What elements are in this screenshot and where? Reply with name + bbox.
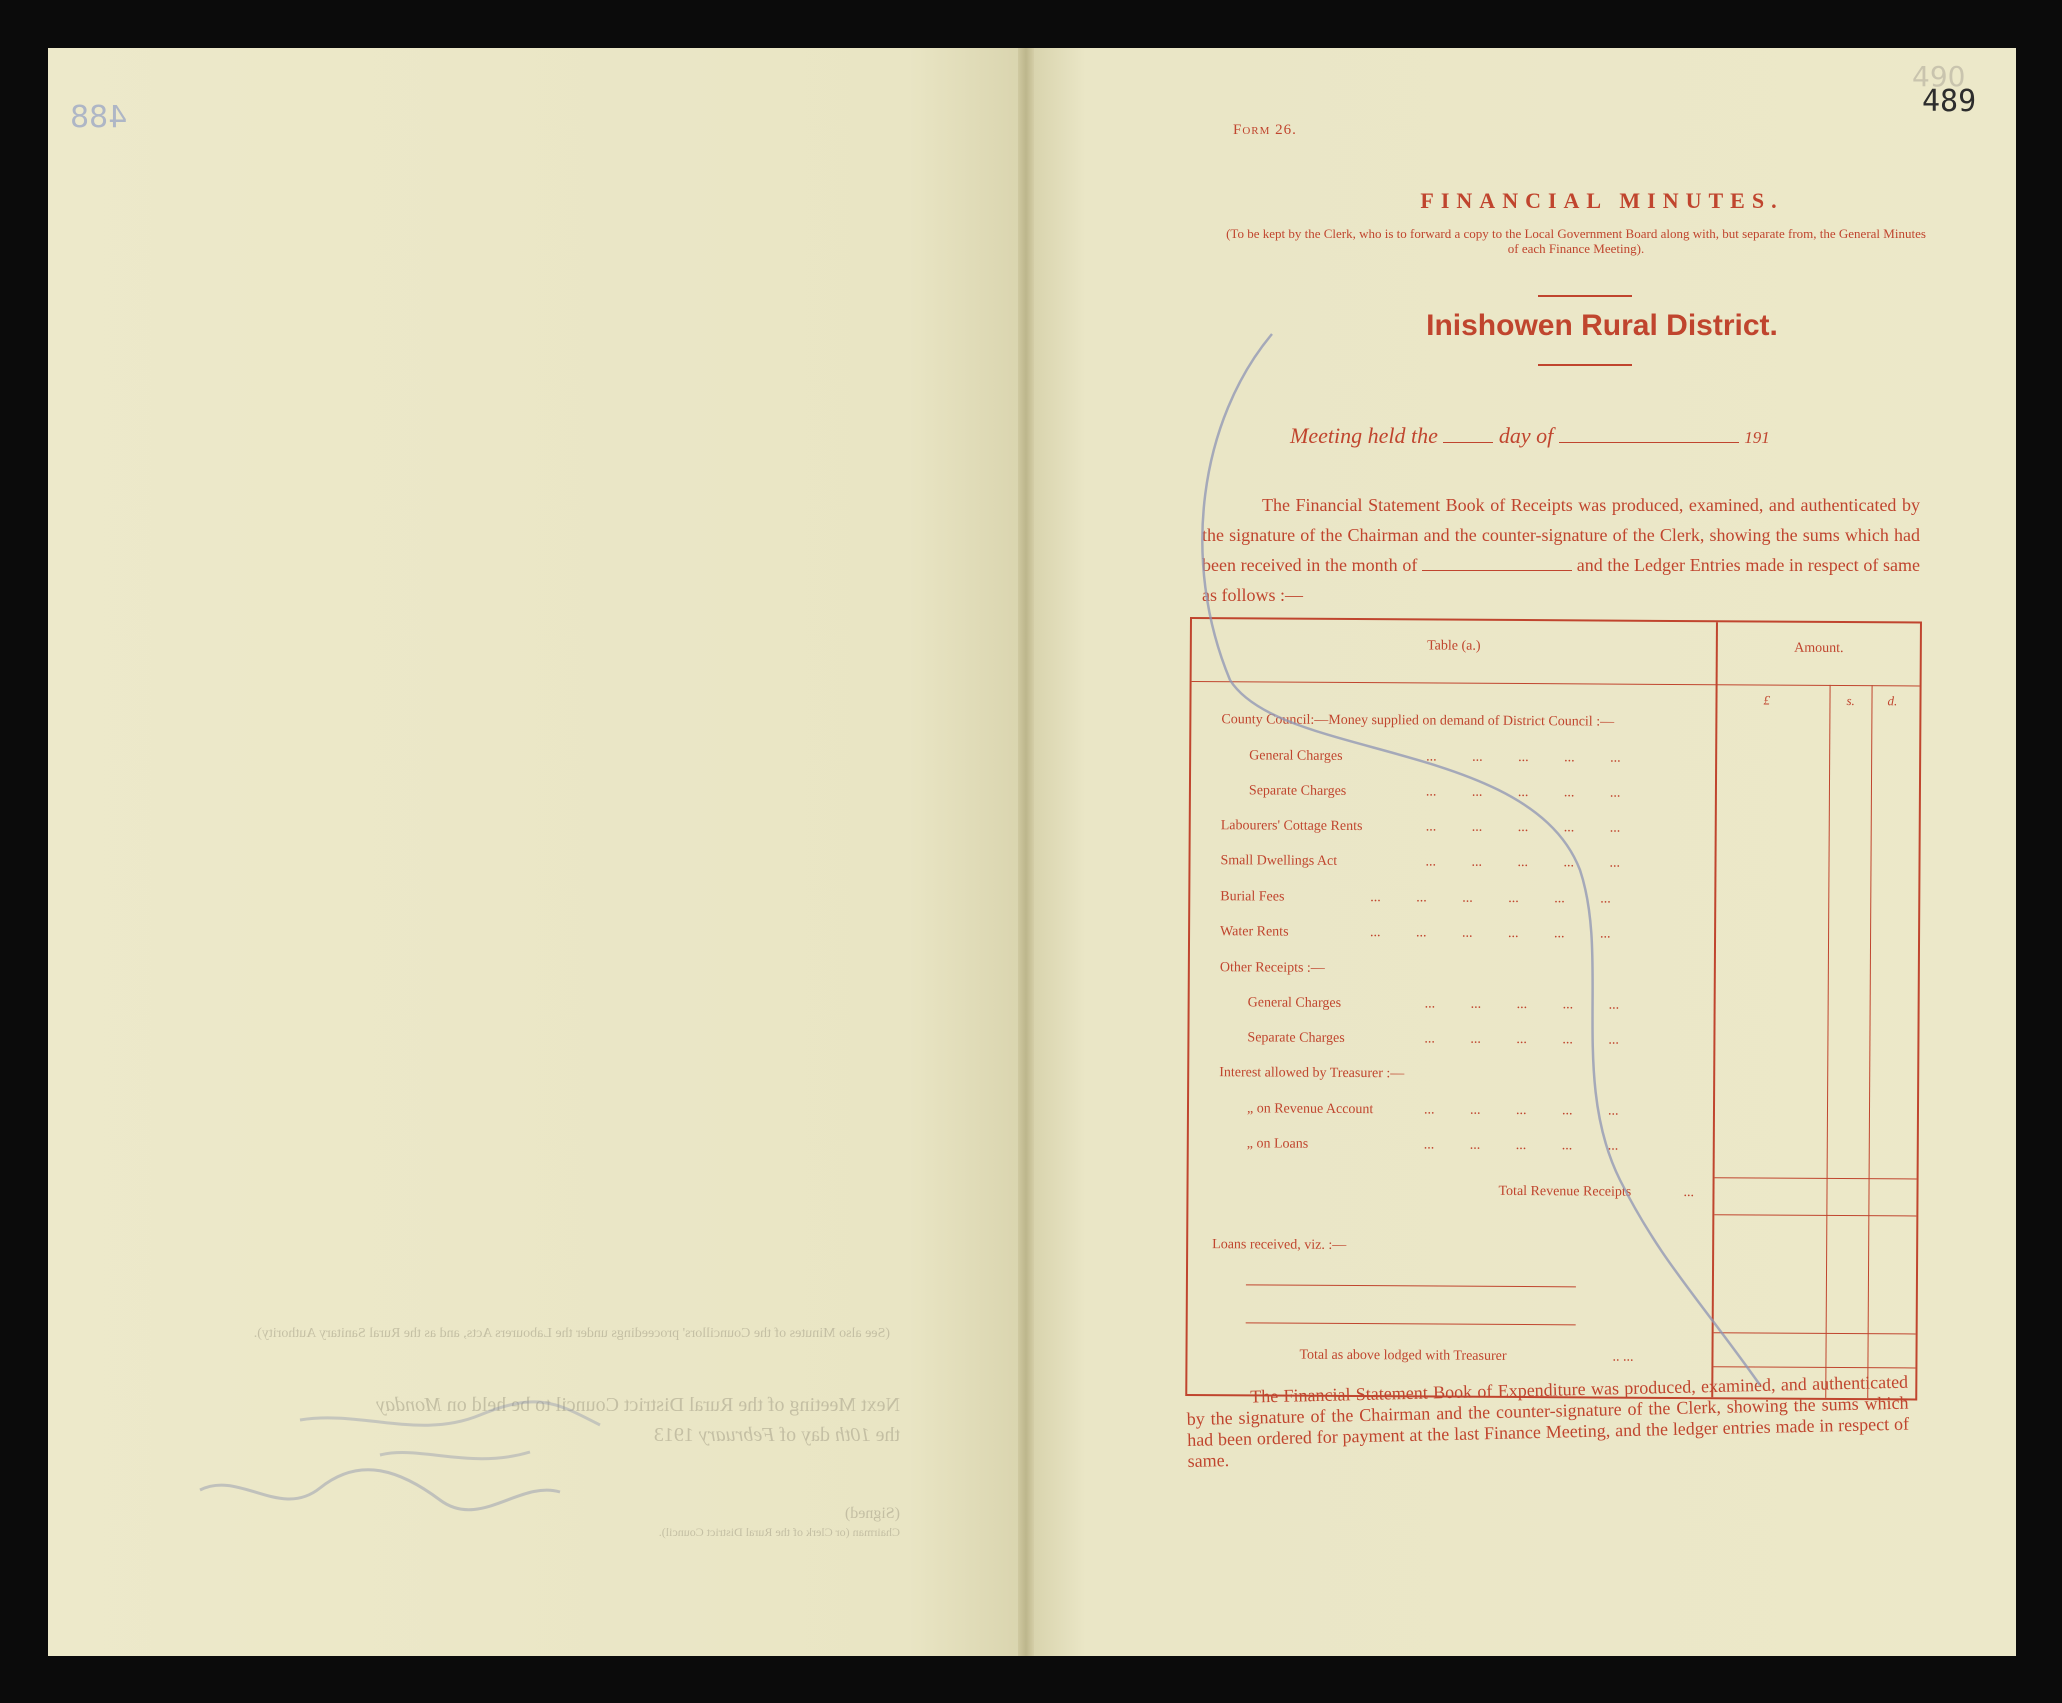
lodged-total-line-bottom bbox=[1713, 1366, 1915, 1368]
loan-blank-line-1 bbox=[1246, 1284, 1576, 1287]
ledger-row bbox=[1190, 995, 1714, 1013]
book-gutter bbox=[1018, 48, 1034, 1656]
receipts-paragraph-text: The Financial Statement Book of Receipts was produced, examined, and authenticated by the signature of the Chairman and the counter-signature of the Clerk, showing the sums which had been received in the month of bbox=[1202, 495, 1920, 575]
total-lodged-label: Total as above lodged with Treasurer bbox=[1299, 1347, 1507, 1364]
ledger-row-dots: ... ... ... ... ... bbox=[1425, 784, 1621, 801]
next-meeting-text: Next Meeting of the Rural District Council to be held on bbox=[446, 1394, 900, 1416]
ledger-row-label: Labourers' Cottage Rents bbox=[1220, 818, 1363, 835]
description-divider bbox=[1711, 622, 1718, 1397]
subtitle: (To be kept by the Clerk, who is to forward a copy to the Local Government Board along with, but separate from, the General Minutes of each Finance Meeting). bbox=[1226, 226, 1926, 256]
ledger-row-dots: ... ... ... ... ... bbox=[1425, 819, 1621, 836]
next-meeting-the: the bbox=[875, 1424, 900, 1446]
ledger-row bbox=[1189, 1101, 1713, 1119]
form-label: Form 26. bbox=[1233, 122, 1297, 138]
unit-pence: d. bbox=[1887, 693, 1898, 709]
revenue-total-line-bottom bbox=[1714, 1214, 1916, 1216]
next-meeting-day-hand: Monday bbox=[376, 1394, 442, 1416]
signature-caption: Chairman (or Clerk of the Rural District Council). bbox=[658, 1525, 900, 1539]
next-meeting-year-prefix: 191 bbox=[663, 1424, 694, 1446]
ledger-row-dots: ... ... ... ... ... bbox=[1426, 749, 1621, 766]
meeting-line bbox=[1290, 423, 1770, 449]
table-caption: Table (a.) bbox=[1427, 638, 1481, 654]
expenditure-paragraph: The Financial Statement Book of Expenditure was produced, examined, and authenticated by the signature of the Chairman and the counter-signature of the Clerk, showing the sums which had been ordered for payment at the last Finance Meeting, and the ledger entries made in respect of same. bbox=[1186, 1371, 1910, 1471]
receipts-paragraph-end: and the Ledger Entries made in respect of same as follows :— bbox=[1202, 555, 1921, 605]
left-note: (See also Minutes of the Councillors' proceedings under the Labourers Acts, and as the Rural Sanitary Authority). bbox=[253, 1326, 890, 1341]
total-revenue-dots: ... bbox=[1683, 1185, 1695, 1201]
ledger-row-label: Water Rents bbox=[1220, 924, 1289, 940]
next-meeting-year-hand: 3 bbox=[653, 1424, 664, 1446]
ledger-row bbox=[1191, 853, 1715, 871]
ledger-row-dots: ... ... ... ... ... bbox=[1423, 1102, 1619, 1119]
total-lodged-row bbox=[1188, 1347, 1712, 1365]
receipts-month-blank bbox=[1422, 556, 1572, 571]
meeting-day-of-label: day of bbox=[1498, 423, 1554, 448]
meeting-held-label: Meeting held the bbox=[1290, 423, 1438, 448]
next-meeting-date-hand: 10th bbox=[835, 1424, 871, 1446]
ledger-row bbox=[1191, 783, 1715, 801]
ledger-row-label: „ on Loans bbox=[1246, 1136, 1309, 1152]
ledger-row-dots: ... ... ... ... ... ... bbox=[1370, 890, 1611, 907]
meeting-day-blank bbox=[1443, 424, 1493, 443]
ledger-row-label: Separate Charges bbox=[1247, 1030, 1345, 1046]
ledger-row-label: „ on Revenue Account bbox=[1246, 1101, 1374, 1118]
rule-top bbox=[1538, 295, 1632, 297]
ledger-row bbox=[1191, 748, 1715, 766]
ledger-row bbox=[1191, 818, 1715, 836]
ledger-row-dots: ... ... ... ... ... ... bbox=[1370, 925, 1611, 942]
ledger-row-label: Small Dwellings Act bbox=[1220, 853, 1338, 869]
ledger-row-label: Other Receipts :— bbox=[1219, 960, 1325, 976]
ledger-row-dots: ... ... ... ... ... bbox=[1423, 1137, 1619, 1154]
loan-blank-line-2 bbox=[1246, 1322, 1576, 1325]
header-divider bbox=[1192, 681, 1920, 686]
next-meeting-month-hand: February bbox=[698, 1424, 775, 1446]
receipts-paragraph bbox=[1202, 490, 1920, 610]
loans-received-row bbox=[1188, 1237, 1712, 1253]
district-name: Inishowen Rural District. bbox=[1426, 309, 1778, 342]
ledger-row-label: County Council:—Money supplied on demand of District Council :— bbox=[1221, 712, 1615, 730]
ledger-row bbox=[1189, 1030, 1713, 1048]
ledger-row bbox=[1190, 889, 1714, 907]
ledger-row-label: Separate Charges bbox=[1248, 783, 1347, 799]
unit-pounds: £ bbox=[1763, 692, 1771, 708]
loans-received-label: Loans received, viz. :— bbox=[1212, 1237, 1347, 1253]
left-page-number: 488 bbox=[70, 100, 128, 135]
total-lodged-dots: .. ... bbox=[1612, 1349, 1634, 1365]
page-number: 489 bbox=[1922, 84, 1977, 119]
old-page-number: 490 bbox=[1912, 60, 1966, 93]
left-next-meeting bbox=[180, 1390, 900, 1450]
total-revenue-row bbox=[1189, 1182, 1713, 1201]
ledger-row-dots: ... ... ... ... ... bbox=[1425, 854, 1621, 871]
ledger-row-dots: ... ... ... ... ... bbox=[1424, 1031, 1619, 1048]
amount-header: Amount. bbox=[1794, 640, 1844, 656]
total-revenue-label: Total Revenue Receipts bbox=[1498, 1183, 1632, 1200]
ledger-table bbox=[1185, 617, 1922, 1400]
ledger-row bbox=[1189, 1136, 1713, 1154]
meeting-month-blank bbox=[1559, 424, 1739, 443]
ledger-row-label: General Charges bbox=[1247, 995, 1342, 1011]
shillings-divider bbox=[1867, 685, 1872, 1398]
ledger-row-label: Burial Fees bbox=[1220, 889, 1285, 905]
pounds-divider bbox=[1825, 685, 1830, 1398]
ledger-row bbox=[1189, 1065, 1713, 1082]
left-signature-block bbox=[160, 1505, 900, 1541]
ledger-row bbox=[1191, 712, 1715, 730]
ledger-row-dots: ... ... ... ... ... bbox=[1424, 996, 1620, 1013]
meeting-year-label: 191 bbox=[1744, 428, 1770, 447]
lodged-total-line-top bbox=[1714, 1332, 1916, 1334]
rule-bottom bbox=[1538, 364, 1632, 366]
ledger-row bbox=[1190, 960, 1714, 976]
page-title: FINANCIAL MINUTES. bbox=[1420, 188, 1784, 213]
signed-label: (Signed) bbox=[844, 1505, 900, 1522]
ledger-row-label: Interest allowed by Treasurer :— bbox=[1219, 1065, 1405, 1082]
ledger-row bbox=[1190, 924, 1714, 942]
unit-shillings: s. bbox=[1846, 693, 1855, 709]
next-meeting-day-of: day of bbox=[779, 1424, 830, 1446]
ledger-row-label: General Charges bbox=[1249, 748, 1343, 764]
revenue-total-line-top bbox=[1715, 1177, 1917, 1179]
